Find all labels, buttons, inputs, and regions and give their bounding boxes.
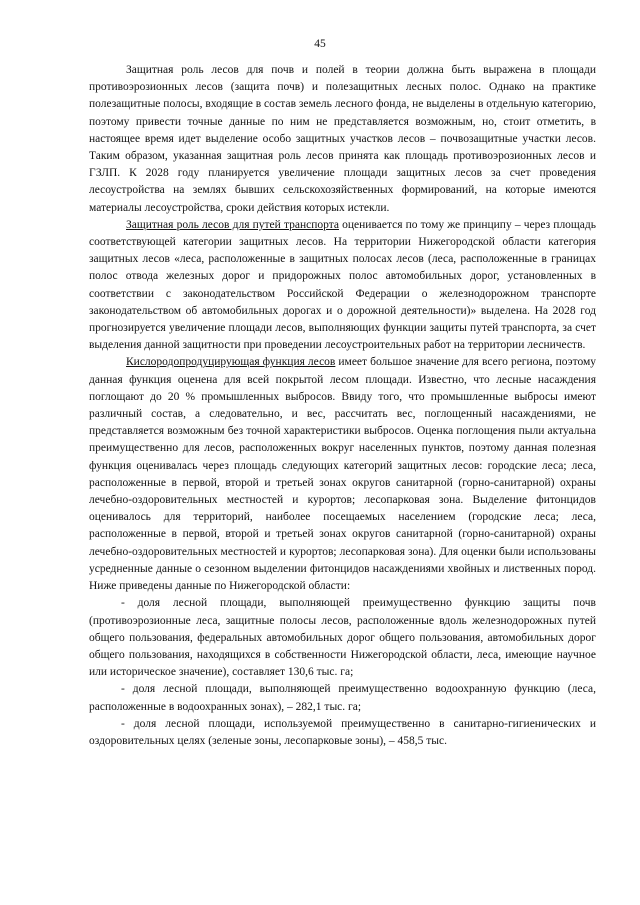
paragraph-transport-protection-text: оценивается по тому же принципу – через площадь соответствующей категории защитных лесов. На территории Нижегородской области категория защитных лесов «леса, расположенные в защитных полосах лесов (леса, расположенные в границах полос отвода железных дорог и придорожных полос автомобильных дорог, установленных в соответствии с законодательством Российской Федерации о железнодорожном транспорте законодательством об автомобильных дорогах и о дорожной деятельности)» выделена. На 2028 год прогнозируется увеличение площади лесов, выполняющих функции защиты путей транспорта, за счет выделения данной защитности при проведении лесоустроительных работ на территории лесничеств. xyxy=(89,218,596,352)
heading-transport-protection: Защитная роль лесов для путей транспорта xyxy=(126,218,339,231)
list-item-water-protection-share: - доля лесной площади, выполняющей преимущественно водоохранную функцию (леса, расположенные в водоохранных зонах), – 282,1 тыс. га; xyxy=(89,683,596,713)
body-text xyxy=(89,62,596,750)
paragraph-soil-protection: Защитная роль лесов для почв и полей в теории должна быть выражена в площади противоэрозионных лесов (защита почв) и полезащитных лесных полос. Однако на практике полезащитные полосы, входящие в состав земель лесного фонда, не выделены в отдельную категорию, поэтому привести точные данные по ним не представляется возможным, но, стоит отметить, в настоящее время идет выделение особо защитных участков лесов – почвозащитные участки лесов. Таким образом, указанная защитная роль лесов принята как площадь противоэрозионных лесов и ГЗЛП. К 2028 году планируется увеличение площади защитных лесов за счет проведения лесоустройства на землях бывших сельскохозяйственных формирований, на которые имеются материалы лесоустройства, сроки действия которых истекли. xyxy=(89,64,596,214)
paragraph-oxygen-function-text: имеет большое значение для всего региона, поэтому данная функция оценена для всей покрытой лесом площади. Известно, что лесные насаждения поглощают до 20 % промышленных выбросов. Ввиду того, что промышленные выбросы имеют различный состав, а следовательно, и вес, рассчитать вес, поглощенный насаждениями, не представляется возможным без точной характеристики выбросов. Оценка поглощения пыли актуальна преимущественно для лесов, расположенных вокруг населенных пунктов, поэтому данная полезная функция оценивалась через площадь следующих категорий защитных лесов: городские леса; леса, расположенные в первой, второй и третьей зонах округов санитарной (горно-санитарной) охраны лечебно-оздоровительных местностей и курортов; лесопарковая зона. Выделение фитонцидов оценивалось для территорий, наиболее посещаемых населением (городские леса; леса, расположенные в первой, второй и третьей зонах округов санитарной (горно-санитарной) охраны лечебно-оздоровительных местностей и курортов; лесопарковая зона). Для оценки были использованы усредненные данные о сезонном выделении фитонцидов насаждениями хвойных и лиственных пород. Ниже приведены данные по Нижегородской области: xyxy=(89,356,596,593)
list-item-soil-protection-share: - доля лесной площади, выполняющей преимущественно функцию защиты почв (противоэрозионные леса, защитные полосы лесов, расположенные вдоль железнодорожных путей общего пользования, федеральных автомобильных дорог общего пользования, автомобильных дорог общего пользования, находящихся в собственности Нижегородской области, леса, имеющие научное или историческое значение), составляет 130,6 тыс. га; xyxy=(89,597,596,679)
heading-oxygen-function: Кислородопродуцирующая функция лесов xyxy=(126,356,336,369)
page-number: 45 xyxy=(314,38,326,50)
paragraph-transport-protection xyxy=(89,217,596,355)
list-item-sanitary-share: - доля лесной площади, используемой преимущественно в санитарно-гигиенических и оздоровительных целях (зеленые зоны, лесопарковые зоны), – 458,5 тыс. xyxy=(89,717,596,747)
paragraph-oxygen-function xyxy=(89,354,596,595)
